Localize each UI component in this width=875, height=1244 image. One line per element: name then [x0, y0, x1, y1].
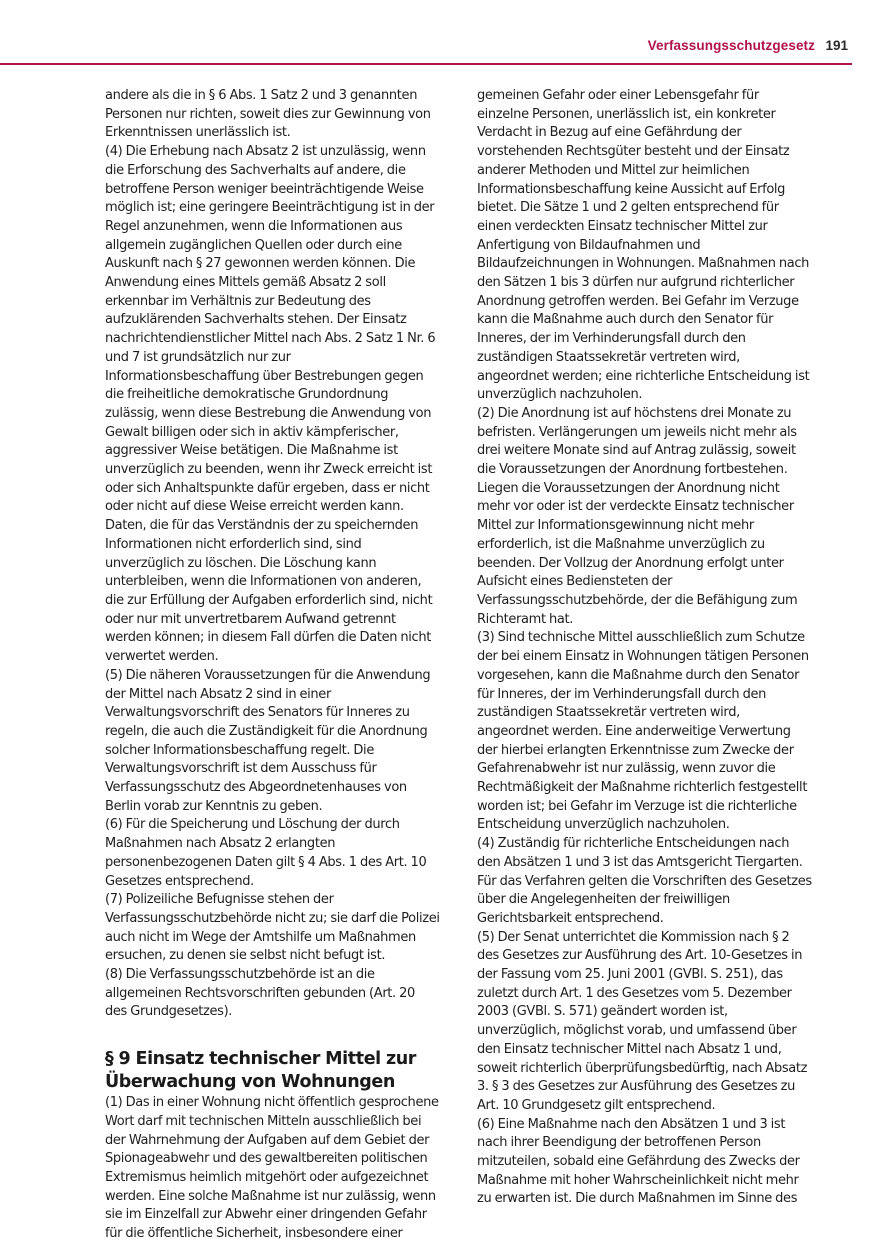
paragraph: (2) Die Anordnung ist auf höchstens drei Monate zu befristen. Verlängerungen um jeweils nicht mehr als drei weitere Monate sind auf Antrag zulässig, soweit die Voraussetzungen der Anordnung fortbestehen. Liegen die Voraussetzungen der Anordnung nicht mehr vor oder ist der verdeckte Einsatz technischer Mittel zur Informationsgewinnung nicht mehr erforderlich, ist die Maßnahme unverzüglich zu beenden. Der Vollzug der Anordnung erfolgt unter Aufsicht eines Bediensteten der Verfassungsschutzbehörde, der die Befähigung zum Richteramt hat. [477, 405, 798, 627]
paragraph: (4) Die Erhebung nach Absatz 2 ist unzulässig, wenn die Erforschung des Sachverhalts auf andere, die betroffene Person weniger beeinträchtigende Weise möglich ist; eine geringere Beeinträchtigung ist in der Regel anzunehmen, wenn die Informationen aus allgemein zugänglichen Quellen oder durch eine Auskunft nach § 27 gewonnen werden können. Die Anwendung eines Mittels gemäß Absatz 2 soll erkennbar im Verhältnis zur Bedeutung des aufzuklärenden Sachverhalts stehen. Der Einsatz nachrichtendienstlicher Mittel nach Abs. 2 Satz 1 Nr. 6 und 7 ist grundsätzlich nur zur Informationsbeschaffung über Bestrebungen gegen die freiheitliche demokratische Grundordnung zulässig, wenn diese Bestrebung die Anwendung von Gewalt billigen oder sich in aktiv kämpferischer, aggressiver Weise betätigen. Die Maßnahme ist unverzüglich zu beenden, wenn ihr Zweck erreicht ist oder sich Anhaltspunkte dafür ergeben, dass er nicht oder nicht auf diese Weise erreicht werden kann. Daten, die für das Verständnis der zu speichernden Informationen nicht erforderlich sind, sind unverzüglich zu löschen. Die Löschung kann unterbleiben, wenn die Informationen von anderen, die zur Erfüllung der Aufgaben erforderlich sind, nicht oder nur mit unvertretbarem Aufwand getrennt werden können; in diesem Fall dürfen die Daten nicht verwertet werden. [105, 144, 436, 665]
paragraph: (6) Für die Speicherung und Löschung der durch Maßnahmen nach Absatz 2 erlangten personenbezogenen Daten gilt § 4 Abs. 1 des Art. 10 Gesetzes entsprechend. [105, 817, 427, 889]
paragraph: (1) Das in einer Wohnung nicht öffentlich gesprochene Wort darf mit technischen Mitteln ausschließlich bei der Wahrnehmung der Aufgaben auf dem Gebiet der Spionageabwehr und des gewaltbereiten politischen Extremismus heimlich mitgehört oder aufgezeichnet werden. Eine solche Maßnahme ist nur zulässig, wenn sie im Einzelfall zur Abwehr einer dringenden Gefahr für die öffentliche Sicherheit, insbesondere einer [105, 1095, 439, 1242]
paragraph: (4) Zuständig für richterliche Entscheidungen nach den Absätzen 1 und 3 ist das Amtsgericht Tiergarten. Für das Verfahren gelten die Vorschriften des Gesetzes über die Angelegenheiten der freiwilligen Gerichtsbarkeit entsprechend. [477, 836, 812, 926]
paragraph: (6) Eine Maßnahme nach den Absätzen 1 und 3 ist nach ihrer Beendigung der betroffenen Person mitzuteilen, sobald eine Gefährdung des Zwecks der Maßnahme mit hoher Wahrscheinlichkeit nicht mehr zu erwarten ist. Die durch Maßnahmen im Sinne des [477, 1116, 800, 1207]
paragraph: (8) Die Verfassungsschutzbehörde ist an die allgemeinen Rechtsvorschriften gebunden (Art. 20 des Grundgesetzes). [105, 967, 415, 1020]
paragraph: (7) Polizeiliche Befugnisse stehen der Verfassungsschutzbehörde nicht zu; sie darf die Polizei auch nicht im Wege der Amtshilfe um Maßnahmen ersuchen, zu denen sie selbst nicht befugt ist. [105, 892, 440, 964]
paragraph: (5) Der Senat unterrichtet die Kommission nach § 2 des Gesetzes zur Ausführung des Art. 10-Gesetzes in der Fassung vom 25. Juni 2001 (GVBl. S. 251), das zuletzt durch Art. 1 des Gesetzes vom 5. Dezember 2003 (GVBl. S. 571) geändert worden ist, unverzüglich, möglichst vorab, und umfassend über den Einsatz technischer Mittel nach Absatz 1 und, soweit richterlich überprüfungsbedürftig, nach Absatz 3. § 3 des Gesetzes zur Ausführung des Gesetzes zu Art. 10 Grundgesetz gilt entsprechend. [477, 929, 808, 1113]
running-header-title: Verfassungsschutzgesetz [647, 38, 815, 53]
section-heading: § 9 Einsatz technischer Mittel zur Überwachung von Wohnungen [105, 1049, 417, 1093]
page-number: 191 [825, 38, 848, 53]
running-header [0, 38, 875, 62]
paragraph: (3) Sind technische Mittel ausschließlich zum Schutze der bei einem Einsatz in Wohnungen tätigen Personen vorgesehen, kann die Maßnahme durch den Senator für Inneres, der im Verhinderungsfall durch den zuständigen Staatssekretär vertreten wird, angeordnet werden. Eine anderweitige Verwertung der hierbei erlangten Erkenntnisse zum Zwecke der Gefahrenabwehr ist nur zulässig, wenn zuvor die Rechtmäßigkeit der Maßnahme richterlich festgestellt worden ist; bei Gefahr im Verzuge ist die richterliche Entscheidung unverzüglich nachzuholen. [477, 630, 809, 833]
paragraph: gemeinen Gefahr oder einer Lebensgefahr für einzelne Personen, unerlässlich ist, ein konkreter Verdacht in Bezug auf eine Gefährdung der vorstehenden Rechtsgüter besteht und der Einsatz anderer Methoden und Mittel zur heimlichen Informationsbeschaffung keine Aussicht auf Erfolg bietet. Die Sätze 1 und 2 gelten entsprechend für einen verdeckten Einsatz technischer Mittel zur Anfertigung von Bildaufnahmen und Bildaufzeichnungen in Wohnungen. Maßnahmen nach den Sätzen 1 bis 3 dürfen nur aufgrund richterlicher Anordnung getroffen werden. Bei Gefahr im Verzuge kann die Maßnahme auch durch den Senator für Inneres, der im Verhinderungsfall durch den zuständigen Staatssekretär vertreten wird, angeordnet werden; eine richterliche Entscheidung ist unverzüglich nachzuholen. [477, 88, 810, 403]
paragraph: andere als die in § 6 Abs. 1 Satz 2 und 3 genannten Personen nur richten, soweit dies zur Gewinnung von Erkenntnissen unerlässlich ist. [105, 88, 431, 141]
header-rule [0, 63, 852, 65]
paragraph: (5) Die näheren Voraussetzungen für die Anwendung der Mittel nach Absatz 2 sind in einer Verwaltungsvorschrift des Senators für Inneres zu regeln, die auch die Zuständigkeit für die Anordnung solcher Informationsbeschaffung regelt. Die Verwaltungsvorschrift ist dem Ausschuss für Verfassungsschutz des Abgeordnetenhauses von Berlin vorab zur Kenntnis zu geben. [105, 667, 431, 814]
right-column [477, 87, 812, 1209]
left-column [105, 87, 440, 1244]
